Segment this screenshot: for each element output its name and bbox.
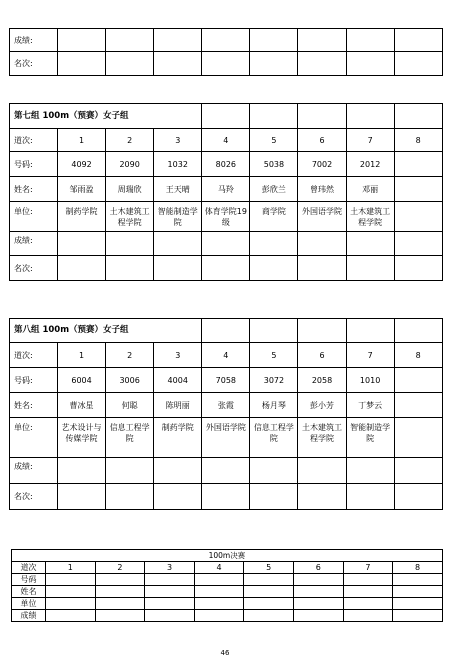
unit-cell: 智能制造学院: [346, 418, 394, 458]
lane-cell: 4: [194, 562, 244, 574]
group8-title-row: [10, 319, 443, 343]
name-cell: 王天晴: [154, 177, 202, 202]
unit-cell: 制药学院: [58, 202, 106, 232]
final-title: 100m决赛: [12, 550, 443, 562]
unit-cell: 外国语学院: [298, 202, 346, 232]
name-label: 姓名:: [10, 177, 58, 202]
group8-table: [9, 318, 443, 510]
lane-cell: 2: [106, 129, 154, 152]
rank-row: [10, 52, 443, 76]
number-cell: 8026: [202, 152, 250, 177]
previous-group-table: [9, 28, 443, 76]
group8-rank-row: [10, 484, 443, 510]
number-label: 号码:: [10, 368, 58, 393]
lane-cell: 6: [298, 343, 346, 368]
lane-cell: 2: [95, 562, 145, 574]
group7-number-row: [10, 152, 443, 177]
unit-cell: 体育学院19级: [202, 202, 250, 232]
name-cell: 邹雨盈: [58, 177, 106, 202]
lane-cell: 7: [346, 343, 394, 368]
unit-cell: 智能制造学院: [154, 202, 202, 232]
unit-cell: 信息工程学院: [106, 418, 154, 458]
lane-cell: 3: [154, 129, 202, 152]
lane-cell: 4: [202, 129, 250, 152]
name-cell: 彭欣兰: [250, 177, 298, 202]
group7-score-row: [10, 232, 443, 256]
name-cell: 周瑞欣: [106, 177, 154, 202]
final-lane-row: [12, 562, 443, 574]
lane-cell: 7: [343, 562, 393, 574]
lane-cell: 6: [293, 562, 343, 574]
number-cell: 3072: [250, 368, 298, 393]
final-title-row: [12, 550, 443, 562]
final-table: [11, 549, 443, 622]
number-label: 号码:: [10, 152, 58, 177]
group7-name-row: [10, 177, 443, 202]
lane-cell: 1: [58, 343, 106, 368]
name-cell: 曹冰星: [58, 393, 106, 418]
rank-label: 名次:: [10, 52, 58, 76]
lane-cell: 8: [394, 343, 442, 368]
group8-number-row: [10, 368, 443, 393]
number-cell: [394, 368, 442, 393]
lane-cell: 5: [244, 562, 294, 574]
score-label: 成绩: [12, 610, 46, 622]
group7-table: [9, 103, 443, 281]
unit-cell: 信息工程学院: [250, 418, 298, 458]
lane-cell: 3: [145, 562, 195, 574]
rank-label: 名次:: [10, 484, 58, 510]
unit-cell: [394, 418, 442, 458]
group8-unit-row: [10, 418, 443, 458]
number-cell: 2012: [346, 152, 394, 177]
group7-title: 第七组 100m（预赛）女子组: [10, 104, 202, 129]
name-cell: [394, 393, 442, 418]
lane-cell: 1: [46, 562, 96, 574]
number-cell: 2058: [298, 368, 346, 393]
unit-label: 单位:: [10, 418, 58, 458]
group7-lane-row: [10, 129, 443, 152]
group8-name-row: [10, 393, 443, 418]
unit-cell: 艺术设计与传媒学院: [58, 418, 106, 458]
unit-label: 单位: [12, 598, 46, 610]
final-name-row: [12, 586, 443, 598]
number-cell: 1032: [154, 152, 202, 177]
unit-label: 单位:: [10, 202, 58, 232]
group7-rank-row: [10, 256, 443, 281]
name-cell: 陈明丽: [154, 393, 202, 418]
number-cell: 7002: [298, 152, 346, 177]
name-cell: 马羚: [202, 177, 250, 202]
unit-cell: 制药学院: [154, 418, 202, 458]
score-row: [10, 29, 443, 52]
number-cell: 3006: [106, 368, 154, 393]
name-cell: 杨月琴: [250, 393, 298, 418]
unit-cell: [394, 202, 442, 232]
lane-cell: 4: [202, 343, 250, 368]
group8-title: 第八组 100m（预赛）女子组: [10, 319, 202, 343]
number-cell: [394, 152, 442, 177]
lane-cell: 3: [154, 343, 202, 368]
number-cell: 4092: [58, 152, 106, 177]
score-label: 成绩:: [10, 29, 58, 52]
unit-cell: 土木建筑工程学院: [106, 202, 154, 232]
group7-title-row: [10, 104, 443, 129]
unit-cell: 外国语学院: [202, 418, 250, 458]
lane-cell: 5: [250, 129, 298, 152]
name-label: 姓名:: [10, 393, 58, 418]
number-cell: 4004: [154, 368, 202, 393]
name-cell: 邓丽: [346, 177, 394, 202]
score-label: 成绩:: [10, 458, 58, 484]
lane-label: 道次:: [10, 129, 58, 152]
score-label: 成绩:: [10, 232, 58, 256]
name-cell: 何聪: [106, 393, 154, 418]
page-number: 46: [220, 649, 230, 657]
lane-cell: 7: [346, 129, 394, 152]
final-unit-row: [12, 598, 443, 610]
lane-cell: 8: [393, 562, 443, 574]
name-label: 姓名: [12, 586, 46, 598]
group7-unit-row: [10, 202, 443, 232]
number-cell: 6004: [58, 368, 106, 393]
rank-label: 名次:: [10, 256, 58, 281]
name-cell: 曾玮然: [298, 177, 346, 202]
unit-cell: 商学院: [250, 202, 298, 232]
lane-label: 道次:: [10, 343, 58, 368]
lane-cell: 1: [58, 129, 106, 152]
lane-cell: 5: [250, 343, 298, 368]
name-cell: 彭小芳: [298, 393, 346, 418]
number-label: 号码: [12, 574, 46, 586]
number-cell: 5038: [250, 152, 298, 177]
unit-cell: 土木建筑工程学院: [298, 418, 346, 458]
number-cell: 1010: [346, 368, 394, 393]
final-number-row: [12, 574, 443, 586]
name-cell: [394, 177, 442, 202]
lane-cell: 2: [106, 343, 154, 368]
lane-cell: 6: [298, 129, 346, 152]
group8-score-row: [10, 458, 443, 484]
number-cell: 7058: [202, 368, 250, 393]
number-cell: 2090: [106, 152, 154, 177]
name-cell: 张霞: [202, 393, 250, 418]
lane-cell: 8: [394, 129, 442, 152]
name-cell: 丁梦云: [346, 393, 394, 418]
final-score-row: [12, 610, 443, 622]
unit-cell: 土木建筑工程学院: [346, 202, 394, 232]
lane-label: 道次: [12, 562, 46, 574]
group8-lane-row: [10, 343, 443, 368]
